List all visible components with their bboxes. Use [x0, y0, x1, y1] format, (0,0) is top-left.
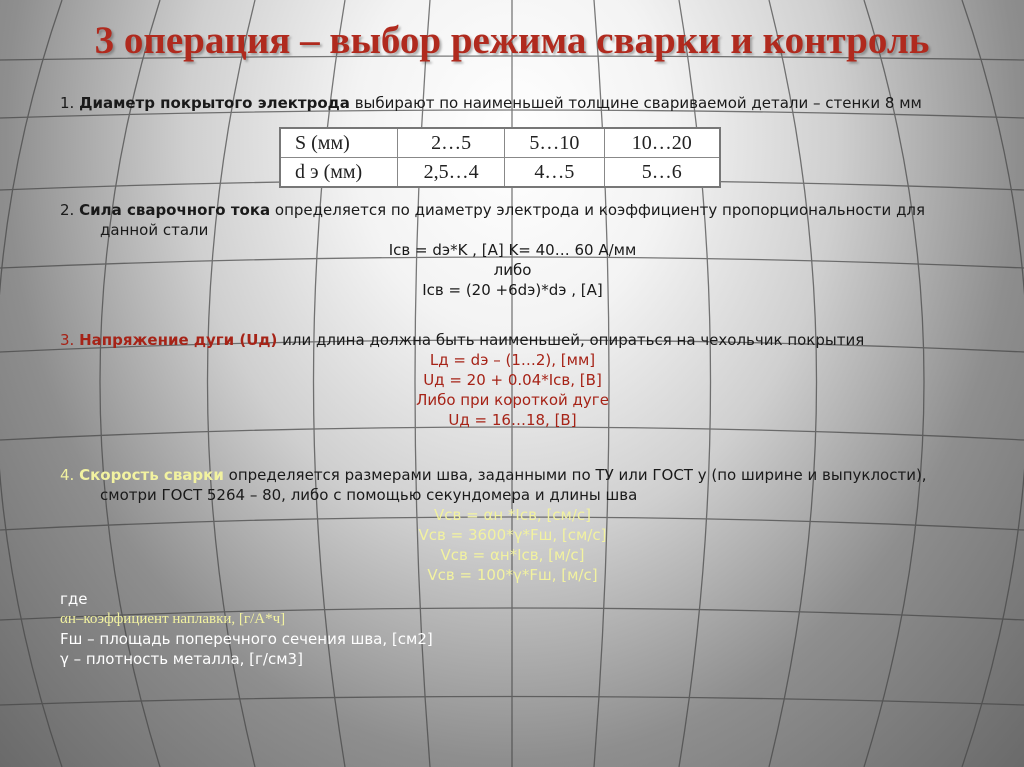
section-4-number: 4. — [60, 466, 75, 484]
section-3-number: 3. — [60, 331, 75, 349]
section-1-term: Диаметр покрытого электрода — [79, 94, 350, 112]
table-cell: d э (мм) — [280, 158, 398, 188]
speed-formula-1: Vсв = αн *Iсв, [см/с] — [433, 506, 592, 524]
section-3-description: или длина должна быть наименьшей, опираться на чехольчик покрытия — [282, 331, 865, 349]
table-cell: 5…6 — [604, 158, 720, 188]
voltage-formula-1: Lд = dэ – (1…2), [мм] — [429, 351, 596, 369]
speed-formula-3: Vсв = αн*Iсв, [м/с] — [440, 546, 585, 564]
section-2-description: определяется по диаметру электрода и коэффициенту пропорциональности для данной стали — [100, 201, 926, 239]
current-formula-2: Iсв = (20 +6dэ)*dэ , [A] — [422, 281, 603, 299]
section-1-text — [60, 93, 965, 113]
table-cell: 5…10 — [505, 128, 604, 158]
voltage-formula-note: Либо при короткой дуге — [416, 391, 609, 409]
table-row — [280, 158, 720, 188]
table-cell: 2…5 — [398, 128, 505, 158]
section-1-number: 1. — [60, 94, 75, 112]
table-cell: 10…20 — [604, 128, 720, 158]
voltage-formula-2: Uд = 20 + 0.04*Iсв, [B] — [423, 371, 602, 389]
speed-formula-4: Vсв = 100*γ*Fш, [м/с] — [427, 566, 598, 584]
section-2-text — [60, 200, 965, 240]
section-4-term: Скорость сварки — [79, 466, 224, 484]
legend-where: где — [60, 590, 88, 608]
section-3 — [60, 330, 965, 430]
slide-title: 3 операция – выбор режима сварки и контроль — [94, 19, 930, 62]
section-2-term: Сила сварочного тока — [79, 201, 271, 219]
section-3-text — [60, 330, 965, 350]
voltage-formula-3: Uд = 16…18, [B] — [448, 411, 577, 429]
table-cell: S (мм) — [280, 128, 398, 158]
section-1-description: выбирают по наименьшей толщине свариваемой детали – стенки 8 мм — [354, 94, 922, 112]
table-cell: 2,5…4 — [398, 158, 505, 188]
section-3-term: Напряжение дуги (Uд) — [79, 331, 278, 349]
table-cell: 4…5 — [505, 158, 604, 188]
section-2-number: 2. — [60, 201, 75, 219]
current-formula-1: Iсв = dэ*K , [A] K= 40… 60 А/мм — [388, 241, 637, 259]
section-4-description: определяется размерами шва, заданными по ТУ или ГОСТ у (по ширине и выпуклости), смотри ГОСТ 5264 – 80, либо с помощью секундомера и длины шва — [100, 466, 927, 504]
section-2 — [60, 200, 965, 300]
section-4 — [60, 465, 965, 669]
speed-formula-2: Vсв = 3600*γ*Fш, [см/с] — [418, 526, 607, 544]
legend-metal-density: γ – плотность металла, [г/см3] — [60, 650, 303, 668]
section-1 — [60, 93, 965, 113]
electrode-diameter-table — [279, 127, 721, 188]
current-formula-or: либо — [493, 261, 532, 279]
section-4-text — [60, 465, 965, 505]
legend-deposition-coefficient: αн–коэффициент наплавки, [г/А*ч] — [60, 611, 286, 627]
legend-cross-section-area: Fш – площадь поперечного сечения шва, [см2] — [60, 630, 433, 648]
table-row — [280, 128, 720, 158]
